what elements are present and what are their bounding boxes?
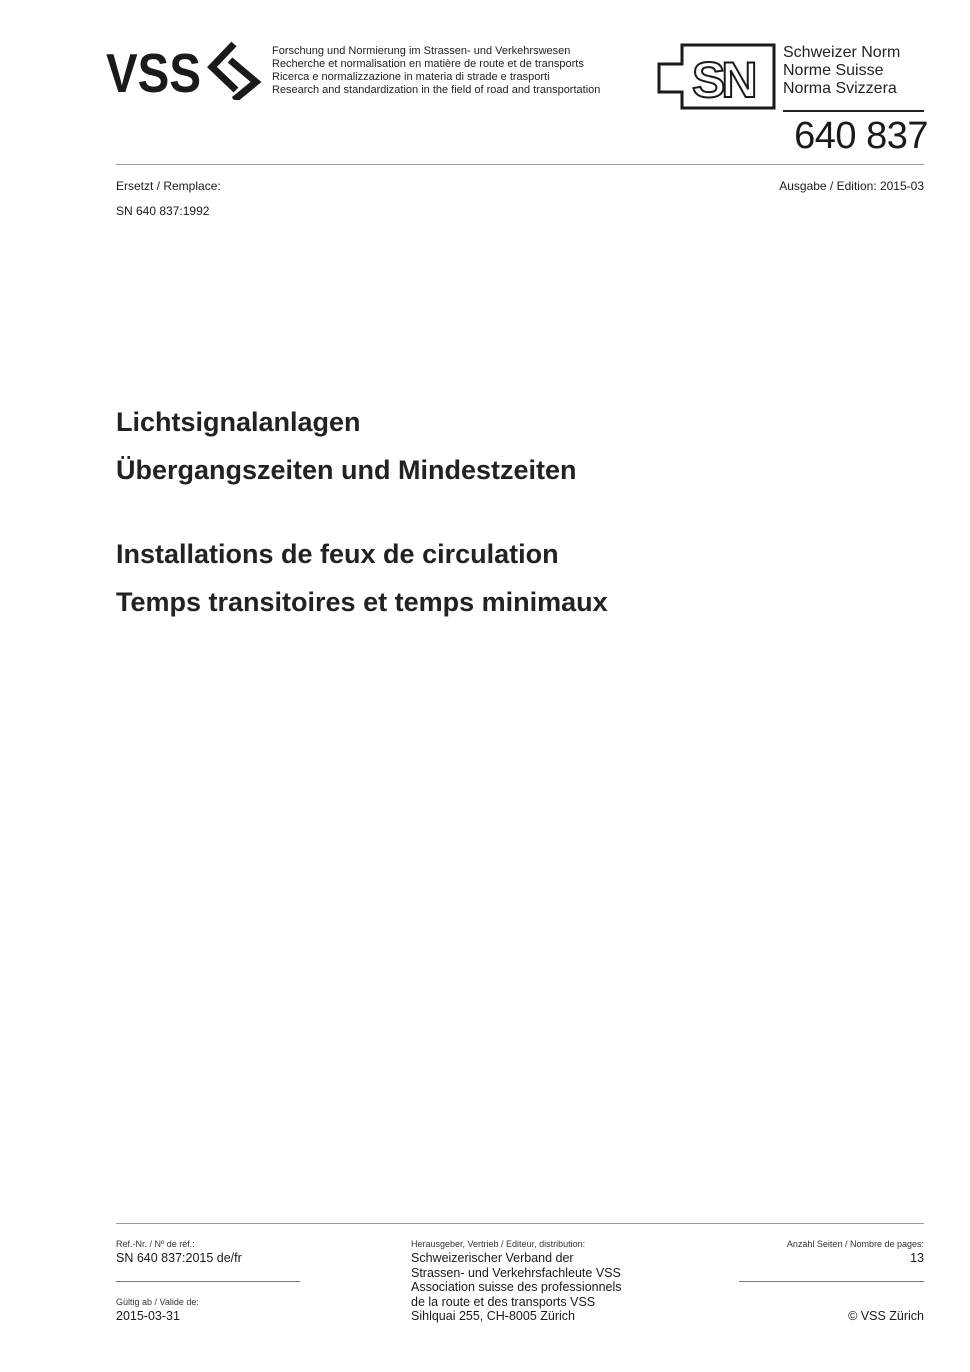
title-de-main: Lichtsignalanlagen bbox=[116, 407, 361, 437]
sn-label-fr: Norme Suisse bbox=[783, 62, 884, 79]
ref-divider bbox=[116, 1281, 300, 1282]
pages-divider bbox=[739, 1281, 924, 1282]
sn-underline bbox=[783, 110, 924, 112]
title-de-sub: Übergangszeiten und Mindestzeiten bbox=[116, 455, 577, 485]
title-fr-main: Installations de feux de circulation bbox=[116, 539, 559, 569]
copyright: © VSS Zürich bbox=[848, 1309, 924, 1323]
doc-number: 640 837 bbox=[794, 115, 928, 157]
footer-divider bbox=[116, 1223, 924, 1224]
replaces-label: Ersetzt / Remplace: bbox=[116, 179, 221, 193]
publisher-line: Schweizerischer Verband der bbox=[411, 1251, 574, 1265]
header-divider bbox=[116, 164, 924, 165]
swiss-cross-sn-icon bbox=[656, 42, 778, 114]
publisher-line: Strassen- und Verkehrsfachleute VSS bbox=[411, 1265, 621, 1280]
tagline-line: Research and standardization in the field of road and transportation bbox=[272, 84, 601, 96]
tagline-line: Forschung und Normierung im Strassen- und Verkehrswesen bbox=[272, 45, 571, 57]
sn-labels bbox=[783, 44, 900, 98]
publisher-label: Herausgeber, Vertrieb / Editeur, distribution: bbox=[411, 1239, 586, 1249]
publisher-line: de la route et des transports VSS bbox=[411, 1294, 596, 1309]
tagline-line: Recherche et normalisation en matière de route et de transports bbox=[272, 58, 584, 70]
valid-value: 2015-03-31 bbox=[116, 1309, 180, 1323]
sn-logo-text: SN bbox=[692, 52, 754, 108]
vss-logo-text: VSS bbox=[106, 42, 201, 100]
ref-label: Ref.-Nr. / Nº de réf.: bbox=[116, 1239, 195, 1249]
publisher-line: Association suisse des professionnels bbox=[411, 1280, 622, 1295]
replaces-value: SN 640 837:1992 bbox=[116, 204, 210, 218]
ref-value: SN 640 837:2015 de/fr bbox=[116, 1251, 242, 1265]
vss-tagline bbox=[272, 45, 600, 97]
tagline-line: Ricerca e normalizzazione in materia di strade e trasporti bbox=[272, 71, 550, 83]
edition-info: Ausgabe / Edition: 2015-03 bbox=[779, 179, 924, 193]
sn-logo bbox=[656, 42, 778, 114]
sn-label-it: Norma Svizzera bbox=[783, 80, 897, 97]
pages-label: Anzahl Seiten / Nombre de pages: bbox=[786, 1239, 924, 1249]
pages-value: 13 bbox=[910, 1251, 924, 1265]
publisher-address bbox=[411, 1251, 622, 1324]
sn-label-de: Schweizer Norm bbox=[783, 44, 901, 61]
vss-logo-mark bbox=[106, 40, 266, 100]
vss-logo bbox=[106, 40, 266, 100]
publisher-line: Sihlquai 255, CH-8005 Zürich bbox=[411, 1309, 575, 1324]
title-fr-sub: Temps transitoires et temps minimaux bbox=[116, 587, 608, 617]
valid-label: Gültig ab / Valide de: bbox=[116, 1297, 199, 1307]
